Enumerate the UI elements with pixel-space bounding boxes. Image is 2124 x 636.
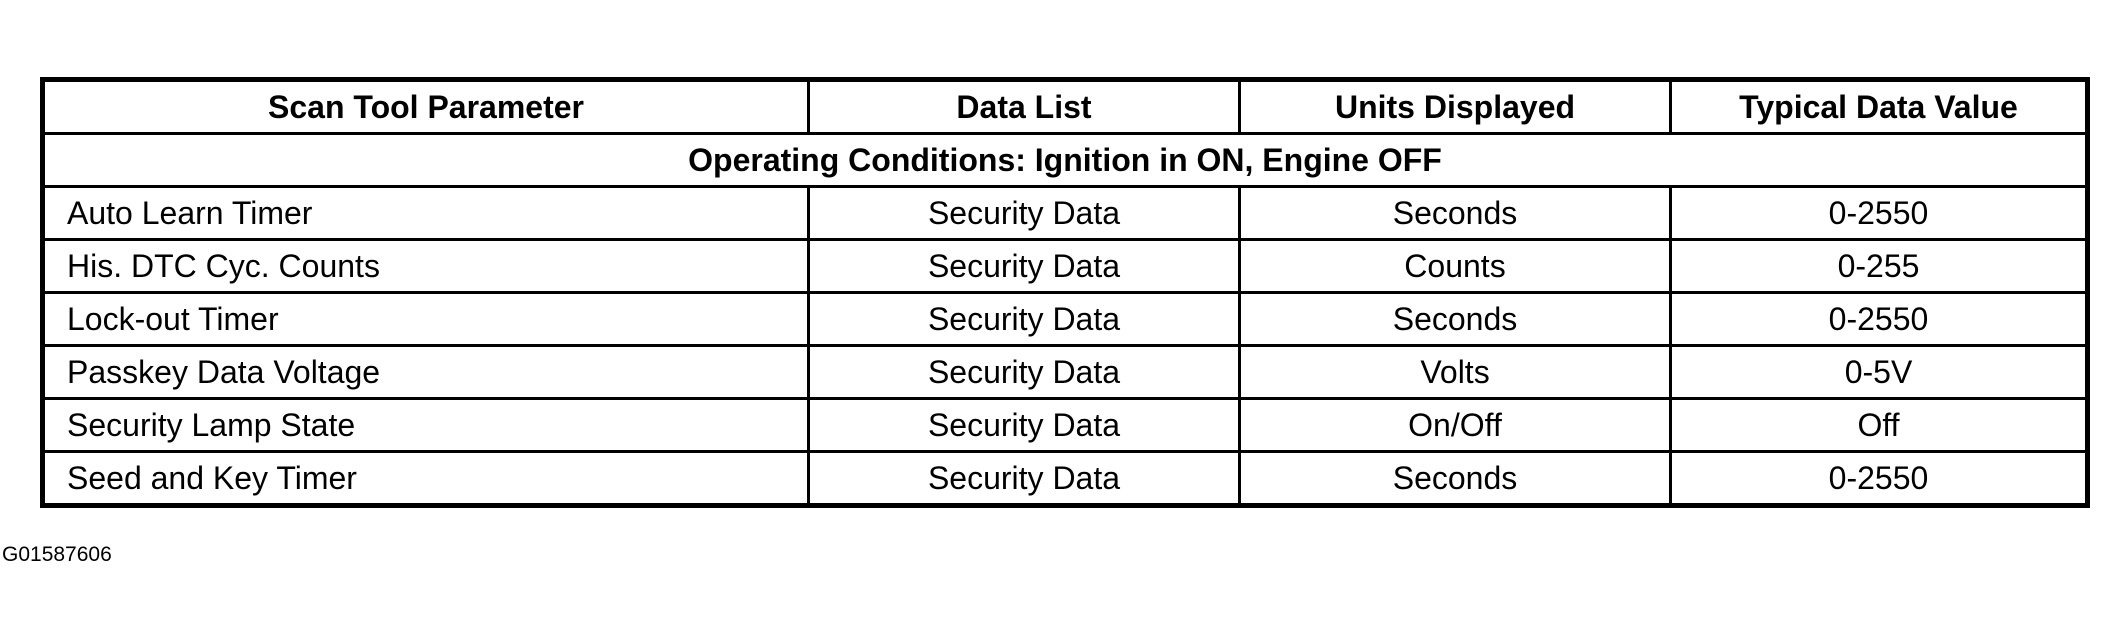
units-cell: Seconds [1240, 452, 1671, 506]
data-list-cell: Security Data [809, 346, 1240, 399]
typical-value-cell: 0-2550 [1671, 187, 2088, 240]
units-cell: Volts [1240, 346, 1671, 399]
figure-id: G01587606 [2, 543, 112, 566]
data-list-cell: Security Data [809, 187, 1240, 240]
table-row [43, 293, 2088, 346]
scan-tool-data-table [40, 77, 2090, 508]
operating-conditions: Operating Conditions: Ignition in ON, Engine OFF [43, 134, 2088, 187]
parameter-cell: Lock-out Timer [43, 293, 809, 346]
table-row [43, 240, 2088, 293]
data-list-cell: Security Data [809, 240, 1240, 293]
data-list-cell: Security Data [809, 293, 1240, 346]
operating-conditions-row [43, 134, 2088, 187]
units-cell: On/Off [1240, 399, 1671, 452]
typical-value-cell: 0-5V [1671, 346, 2088, 399]
units-cell: Seconds [1240, 293, 1671, 346]
parameter-cell: Security Lamp State [43, 399, 809, 452]
header-row [43, 80, 2088, 134]
header-units-displayed: Units Displayed [1240, 80, 1671, 134]
parameter-cell: Seed and Key Timer [43, 452, 809, 506]
units-cell: Counts [1240, 240, 1671, 293]
parameter-cell: His. DTC Cyc. Counts [43, 240, 809, 293]
header-scan-tool-parameter: Scan Tool Parameter [43, 80, 809, 134]
table-row [43, 452, 2088, 506]
table-row [43, 346, 2088, 399]
typical-value-cell: 0-2550 [1671, 293, 2088, 346]
typical-value-cell: Off [1671, 399, 2088, 452]
header-data-list: Data List [809, 80, 1240, 134]
data-list-cell: Security Data [809, 399, 1240, 452]
parameter-cell: Auto Learn Timer [43, 187, 809, 240]
table-row [43, 399, 2088, 452]
typical-value-cell: 0-2550 [1671, 452, 2088, 506]
header-typical-data-value: Typical Data Value [1671, 80, 2088, 134]
typical-value-cell: 0-255 [1671, 240, 2088, 293]
table-row [43, 187, 2088, 240]
parameter-cell: Passkey Data Voltage [43, 346, 809, 399]
units-cell: Seconds [1240, 187, 1671, 240]
data-list-cell: Security Data [809, 452, 1240, 506]
